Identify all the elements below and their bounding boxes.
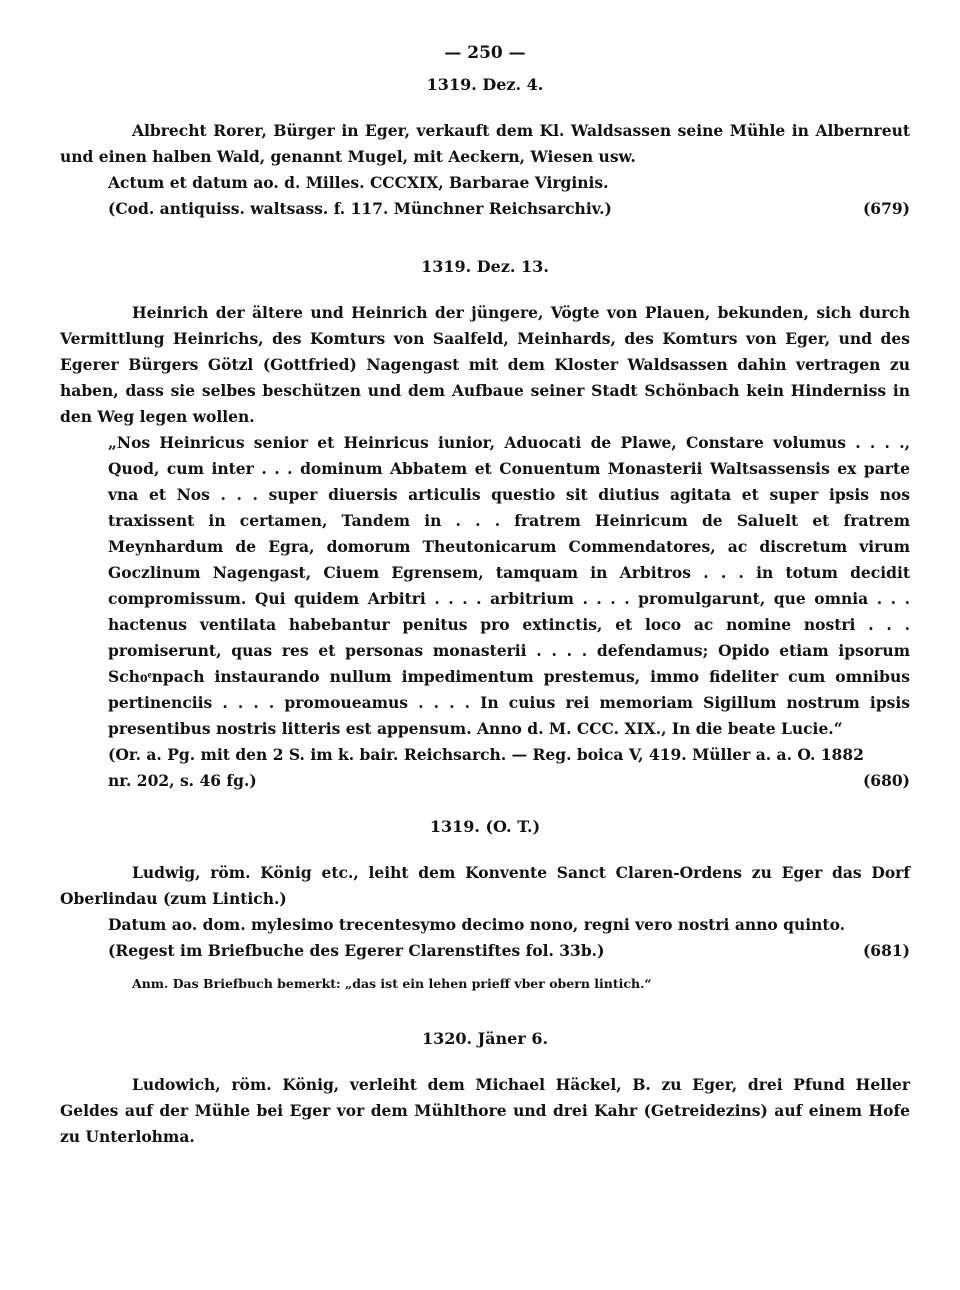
entry-summary: Heinrich der ältere und Heinrich der jüngere, Vögte von Plauen, bekunden, sich durch Vermittlung Heinrichs, des Komturs von Saalfeld, Meinhards, des Komturs von Eger, und des Egerer Bürgers Götzl (Gottfried) Nagengast mit dem Kloster Waldsassen dahin vertragen zu haben, dass sie selbes beschützen und dem Aufbaue seiner Stadt Schönbach kein Hinderniss in den Weg legen wollen.: [60, 303, 910, 426]
entry-source-row: [60, 196, 910, 222]
entry-summary: Ludwig, röm. König etc., leiht dem Konvente Sanct Claren-Ordens zu Eger das Dorf Oberlindau (zum Lintich.): [60, 863, 910, 908]
entry-number: (680): [862, 771, 910, 790]
entry-note: Anm. Das Briefbuch bemerkt: „das ist ein lehen prieff vber obern lintich.“: [132, 976, 652, 991]
entry-number: (679): [862, 199, 910, 218]
entry-source: (Cod. antiquiss. waltsass. f. 117. Münchner Reichsarchiv.): [108, 199, 612, 218]
entry-number: (681): [862, 941, 910, 960]
entry-1320: [60, 1026, 910, 1150]
entry-date: 1319. Dez. 13.: [421, 257, 549, 276]
entry-source-row: [60, 938, 910, 964]
entry-actum: Actum et datum ao. d. Milles. CCCXIX, Barbarae Virginis.: [108, 173, 609, 192]
entry-681: [60, 814, 910, 994]
entry-summary: Albrecht Rorer, Bürger in Eger, verkauft dem Kl. Waldsassen seine Mühle in Albernreut und einen halben Wald, genannt Mugel, mit Aeckern, Wiesen usw.: [60, 121, 910, 166]
page-number: — 250 —: [444, 43, 526, 63]
entry-summary: Ludowich, röm. König, verleiht dem Michael Häckel, B. zu Eger, drei Pfund Heller Geldes auf der Mühle bei Eger vor dem Mühlthore und drei Kahr (Getreidezins) auf einem Hofe zu Unterlohma.: [60, 1075, 910, 1146]
entry-date: 1320. Jäner 6.: [421, 1029, 549, 1048]
entry-date: 1319. (O. T.): [429, 817, 541, 836]
entry-source-row: [60, 768, 910, 794]
entry-quote: „Nos Heinricus senior et Heinricus iunior, Aduocati de Plawe, Constare volumus . . . ., Quod, cum inter . . . dominum Abbatem et Conuentum Monasterii Waltsassensis ex parte vna et Nos . . . super diuersis articulis questio sit diutius agitata et super ipsis nos traxissent in certamen, Tandem in . . . fratrem Heinricum de Saluelt et fratrem Meynhardum de Egra, domorum Theutonicarum Commendatores, ac discretum virum Goczlinum Nagengast, Ciuem Egrensem, tamquam in Arbitros . . . in totum decidit compromissum. Qui quidem Arbitri . . . . arbitrium . . . . promulgarunt, que omnia . . . hactenus ventilata habebantur penitus pro extinctis, et loco ac nomine nostri . . . promiserunt, quas res et personas monasterii . . . . defendamus; Opido etiam ipsorum Schoͤnpach instaurando nullum impedimentum prestemus, immo fideliter cum omnibus pertinenciis . . . . promoueamus . . . . In cuius rei memoriam Sigillum nostrum ipsis presentibus nostris litteris est appensum. Anno d. M. CCC. XIX., In die beate Lucie.“: [108, 433, 910, 738]
entry-source-cont: nr. 202, s. 46 fg.): [108, 771, 257, 790]
entry-datum: Datum ao. dom. mylesimo trecentesymo decimo nono, regni vero nostri anno quinto.: [108, 915, 846, 934]
entry-679: [60, 72, 910, 222]
entry-680: [60, 254, 910, 794]
entry-source: (Or. a. Pg. mit den 2 S. im k. bair. Reichsarch. — Reg. boica V, 419. Müller a. a. O. 1882: [108, 745, 864, 764]
entry-date: 1319. Dez. 4.: [426, 75, 544, 94]
entry-source: (Regest im Briefbuche des Egerer Clarenstiftes fol. 33b.): [108, 941, 605, 960]
document-page: [60, 40, 910, 1150]
